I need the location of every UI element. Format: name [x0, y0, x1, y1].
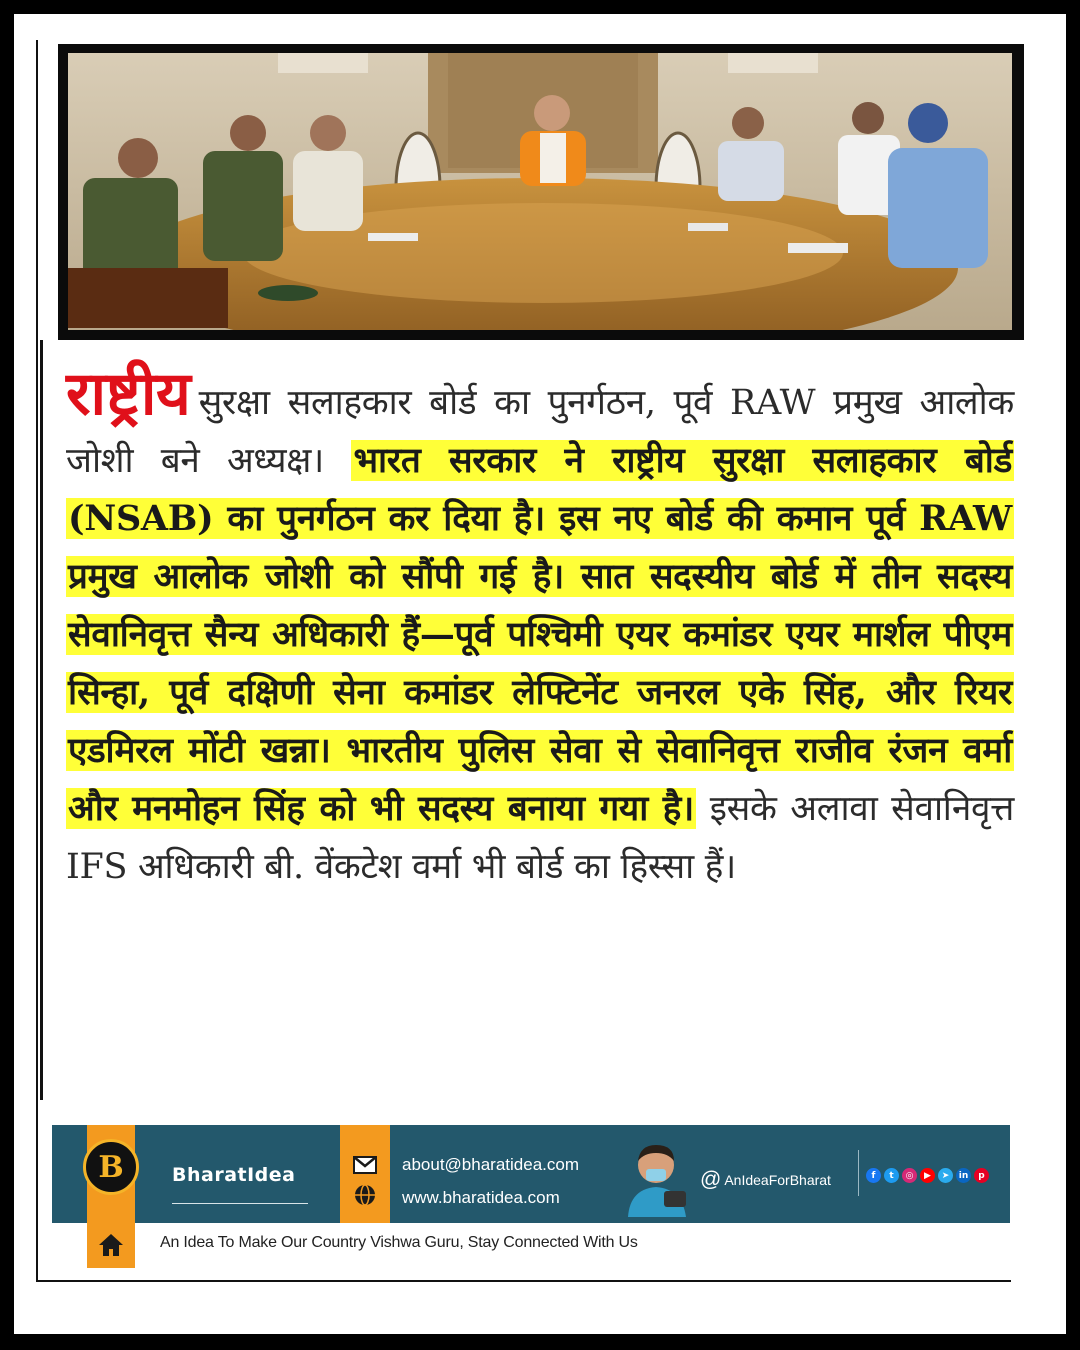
meeting-photo-illustration	[68, 53, 1012, 330]
pinterest-icon[interactable]: p	[974, 1168, 989, 1183]
left-rule-thick	[40, 340, 43, 1100]
mail-icon	[353, 1156, 377, 1174]
handle-text: AnIdeaForBharat	[724, 1172, 831, 1188]
twitter-icon[interactable]: t	[884, 1168, 899, 1183]
mascot-person-icon	[624, 1139, 694, 1217]
at-icon: @	[700, 1168, 722, 1191]
social-icons	[866, 1168, 989, 1183]
brand-name: BharatIdea	[172, 1164, 296, 1186]
contact-icon-strip	[340, 1125, 390, 1223]
brand-underline	[172, 1203, 308, 1204]
youtube-icon[interactable]: ▶	[920, 1168, 935, 1183]
linkedin-icon[interactable]: in	[956, 1168, 971, 1183]
meeting-photo	[58, 44, 1024, 340]
article-intro: सुरक्षा सलाहकार बोर्ड का पुनर्गठन, पूर्व RAW प्रमुख आलोक जोशी बने अध्यक्ष।	[66, 383, 1014, 481]
instagram-icon[interactable]: ◎	[902, 1168, 917, 1183]
article-closing: इसके अलावा सेवानिवृत्त IFS अधिकारी बी. वेंकटेश वर्मा भी बोर्ड का हिस्सा हैं।	[66, 789, 1015, 887]
facebook-icon[interactable]: f	[866, 1168, 881, 1183]
footer-tagline: An Idea To Make Our Country Vishwa Guru, Stay Connected With Us	[160, 1234, 638, 1251]
article	[66, 360, 1014, 1120]
footer-divider	[858, 1150, 859, 1196]
globe-icon	[354, 1184, 376, 1206]
article-body	[66, 360, 1014, 896]
social-handle[interactable]	[700, 1168, 831, 1192]
bottom-rule	[36, 1280, 1011, 1282]
telegram-icon[interactable]: ➤	[938, 1168, 953, 1183]
email-link[interactable]: about@bharatidea.com	[402, 1155, 579, 1174]
home-icon[interactable]	[96, 1230, 126, 1260]
left-rule	[36, 40, 38, 1280]
headline-word: राष्ट्रीय	[66, 359, 191, 429]
bharatidea-logo: B	[83, 1139, 139, 1195]
website-link[interactable]: www.bharatidea.com	[402, 1188, 560, 1207]
article-highlighted-text: भारत सरकार ने राष्ट्रीय सुरक्षा सलाहकार बोर्ड (NSAB) का पुनर्गठन कर दिया है। इस नए बोर्ड की कमान पूर्व RAW प्रमुख आलोक जोशी को सौंपी गई है। सात सदस्यीय बोर्ड में तीन सदस्य सेवानिवृत्त सैन्य अधिकारी हैं—पूर्व पश्चिमी एयर कमांडर एयर मार्शल पीएम सिन्हा, पूर्व दक्षिणी सेना कमांडर लेफ्टिनेंट जनरल एके सिंह, और रियर एडमिरल मोंटी खन्ना। भारतीय पुलिस सेवा से सेवानिवृत्त राजीव रंजन वर्मा और मनमोहन सिंह को भी सदस्य बनाया गया है।	[68, 440, 1012, 829]
